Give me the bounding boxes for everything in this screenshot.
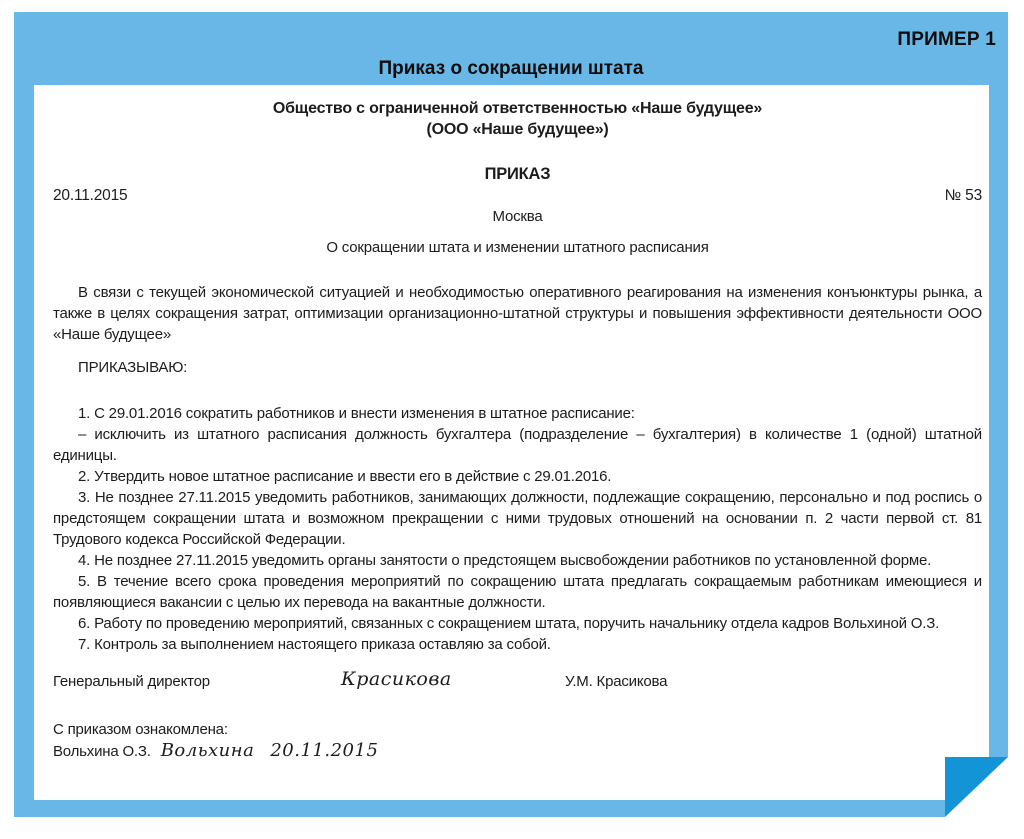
blue-frame xyxy=(14,12,1008,817)
order-item: 1. С 29.01.2016 сократить работников и внести изменения в штатное расписание: xyxy=(78,405,635,422)
acknowledgement-autograph: Вольхина xyxy=(160,740,255,761)
order-item: 5. В течение всего срока проведения мероприятий по сокращению штата предлагать сокращаемым работникам имеющиеся и появляющиеся вакансии с целью их перевода на вакантные должности. xyxy=(53,573,982,611)
signer-position: Генеральный директор xyxy=(53,673,210,690)
signature-row xyxy=(53,668,982,699)
signature-autograph: Красикова xyxy=(341,668,452,690)
frame-header xyxy=(14,12,1008,80)
doc-type: ПРИКАЗ xyxy=(484,165,551,183)
order-item: – исключить из штатного расписания должность бухгалтера (подразделение – бухгалтерия) в количестве 1 (одной) штатной единицы. xyxy=(53,426,982,464)
acknowledgement-label: С приказом ознакомлена: xyxy=(53,721,228,738)
org-name: Общество с ограниченной ответственностью «Наше будущее» xyxy=(272,100,763,117)
page-title: Приказ о сокращении штата xyxy=(378,58,644,79)
order-item: 7. Контроль за выполнением настоящего приказа оставляю за собой. xyxy=(78,636,551,653)
order-item: 6. Работу по проведению мероприятий, связанных с сокращением штата, поручить начальнику отдела кадров Вольхиной О.З. xyxy=(78,615,940,632)
doc-city: Москва xyxy=(492,208,543,225)
acknowledgement-date: 20.11.2015 xyxy=(270,740,379,761)
order-document xyxy=(34,85,989,800)
acknowledgement-row xyxy=(53,740,982,762)
order-item: 4. Не позднее 27.11.2015 уведомить органы занятости о предстоящем высвобождении работников по установленной форме. xyxy=(78,552,932,569)
org-short-name: (ООО «Наше будущее») xyxy=(426,121,609,138)
doc-subject: О сокращении штата и изменении штатного расписания xyxy=(326,239,709,256)
order-item: 2. Утвердить новое штатное расписание и ввести его в действие с 29.01.2016. xyxy=(78,468,612,485)
order-item: 3. Не позднее 27.11.2015 уведомить работников, занимающих должности, подлежащие сокращению, персонально и под роспись о предстоящем сокращении штата и возможном прекращении с ними трудовых отношений на основании п. 2 части первой ст. 81 Трудового кодекса Российской Федерации. xyxy=(53,489,982,548)
doc-preamble: В связи с текущей экономической ситуацией и необходимостью оперативного реагирования на изменения конъюнктуры рынка, а также в целях сокращения затрат, оптимизации организационно-штатной структуры и повышения эффективности деятельности ООО «Наше будущее» xyxy=(53,284,982,343)
doc-date: 20.11.2015 xyxy=(53,187,128,204)
doc-number: № 53 xyxy=(944,187,982,204)
example-label: ПРИМЕР 1 xyxy=(897,29,996,50)
resolution-word: ПРИКАЗЫВАЮ: xyxy=(78,359,188,376)
acknowledger-name: Вольхина О.З. xyxy=(53,743,151,760)
doc-meta-row xyxy=(53,185,982,206)
order-items xyxy=(53,403,982,655)
signer-name: У.М. Красикова xyxy=(565,673,668,690)
